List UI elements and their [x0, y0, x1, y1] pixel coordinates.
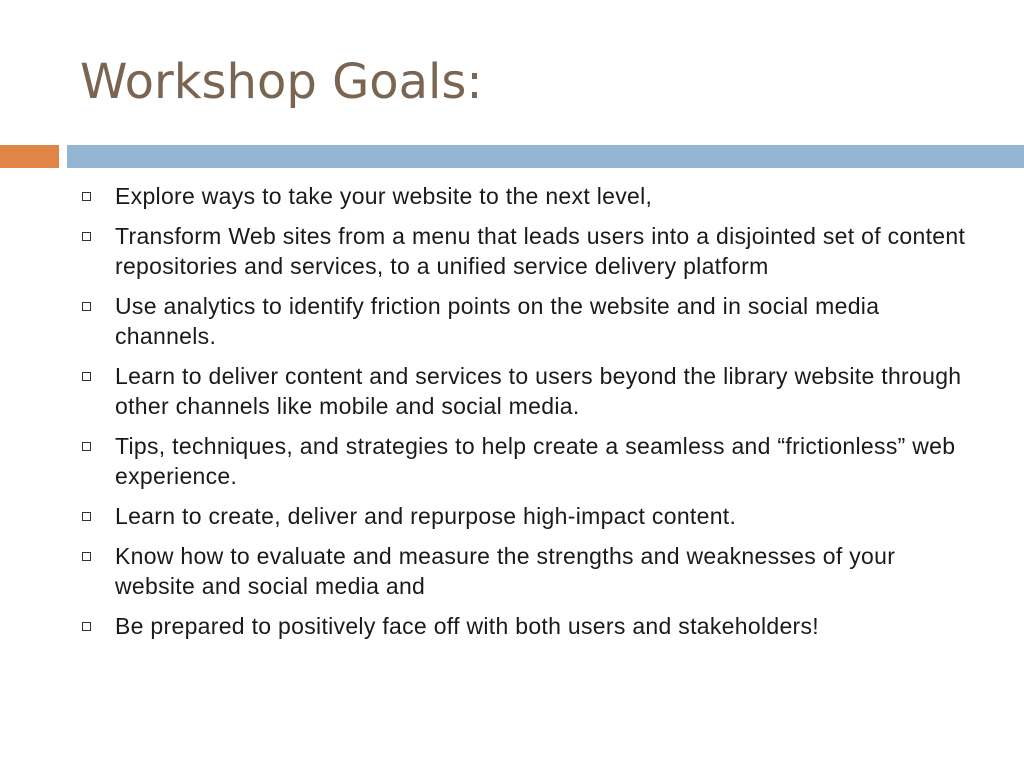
accent-bar-blue	[67, 145, 1024, 168]
hollow-square-icon	[80, 221, 115, 251]
bullet-text: Learn to create, deliver and repurpose high-impact content.	[115, 503, 737, 529]
bullet-text: Learn to deliver content and services to users beyond the library website through other channels like mobile and social media.	[115, 363, 962, 419]
bullet-list	[80, 181, 980, 651]
bullet-text: Know how to evaluate and measure the strengths and weaknesses of your website and social media and	[115, 543, 896, 599]
bullet-item	[80, 291, 980, 351]
slide-title: Workshop Goals:	[80, 54, 483, 110]
bullet-item	[80, 431, 980, 491]
bullet-item	[80, 541, 980, 601]
bullet-text: Explore ways to take your website to the next level,	[115, 183, 653, 209]
hollow-square-icon	[80, 181, 115, 211]
hollow-square-icon	[80, 541, 115, 571]
bullet-text: Transform Web sites from a menu that leads users into a disjointed set of content repositories and services, to a unified service delivery platform	[115, 223, 966, 279]
bullet-item	[80, 221, 980, 281]
bullet-item	[80, 501, 980, 531]
hollow-square-icon	[80, 291, 115, 321]
bullet-item	[80, 361, 980, 421]
hollow-square-icon	[80, 611, 115, 641]
bullet-item	[80, 611, 980, 641]
hollow-square-icon	[80, 501, 115, 531]
hollow-square-icon	[80, 431, 115, 461]
accent-bar-orange	[0, 145, 59, 168]
bullet-item	[80, 181, 980, 211]
bullet-text: Use analytics to identify friction points on the website and in social media channels.	[115, 293, 880, 349]
bullet-text: Tips, techniques, and strategies to help create a seamless and “frictionless” web experience.	[115, 433, 956, 489]
bullet-text: Be prepared to positively face off with both users and stakeholders!	[115, 613, 819, 639]
hollow-square-icon	[80, 361, 115, 391]
